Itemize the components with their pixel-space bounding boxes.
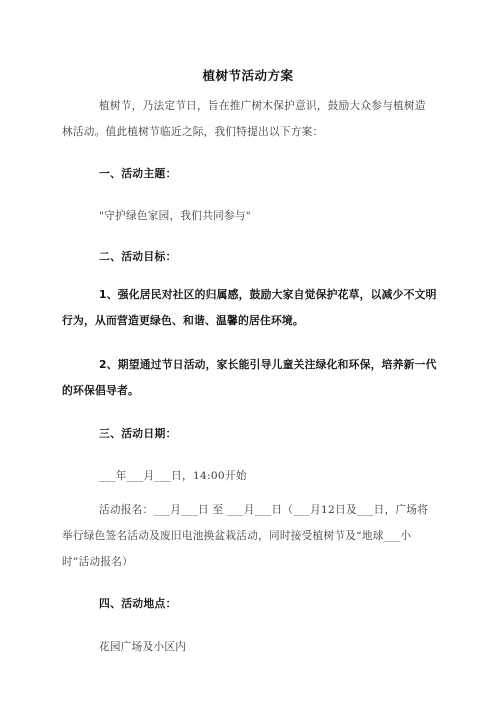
document-title: 植树节活动方案	[202, 68, 294, 83]
section-heading-goals: 二、活动目标：	[99, 250, 177, 263]
location-text: 花园广场及小区内	[99, 641, 187, 653]
section-heading-theme: 一、活动主题：	[99, 167, 177, 180]
registration-paragraph: 活动报名：___月___日 至 ___月___日（___月12日及___日，广场将举行绿色签名活动及废旧电池换盆栽活动，同时接受植树节及“地球___小时”活动报名）	[62, 504, 429, 568]
goal-item-2: 2、期望通过节日活动，家长能引导儿童关注绿化和环保，培养新一代的环保倡导者。	[62, 358, 437, 397]
date-text: ___年___月___日，14:00开始	[99, 470, 247, 482]
goal-item-1: 1、强化居民对社区的归属感，鼓励大家自觉保护花草，以减少不文明行为，从而营造更绿色、和谐、温馨的居住环境。	[62, 288, 437, 327]
section-heading-date: 三、活动日期：	[99, 427, 177, 440]
intro-paragraph: 植树节，乃法定节日，旨在推广树木保护意识，鼓励大众参与植树造林活动。值此植树节临近之际，我们特提出以下方案：	[62, 100, 426, 138]
section-heading-location: 四、活动地点：	[99, 597, 177, 610]
theme-text: "守护绿色家园，我们共同参与"	[99, 210, 251, 222]
